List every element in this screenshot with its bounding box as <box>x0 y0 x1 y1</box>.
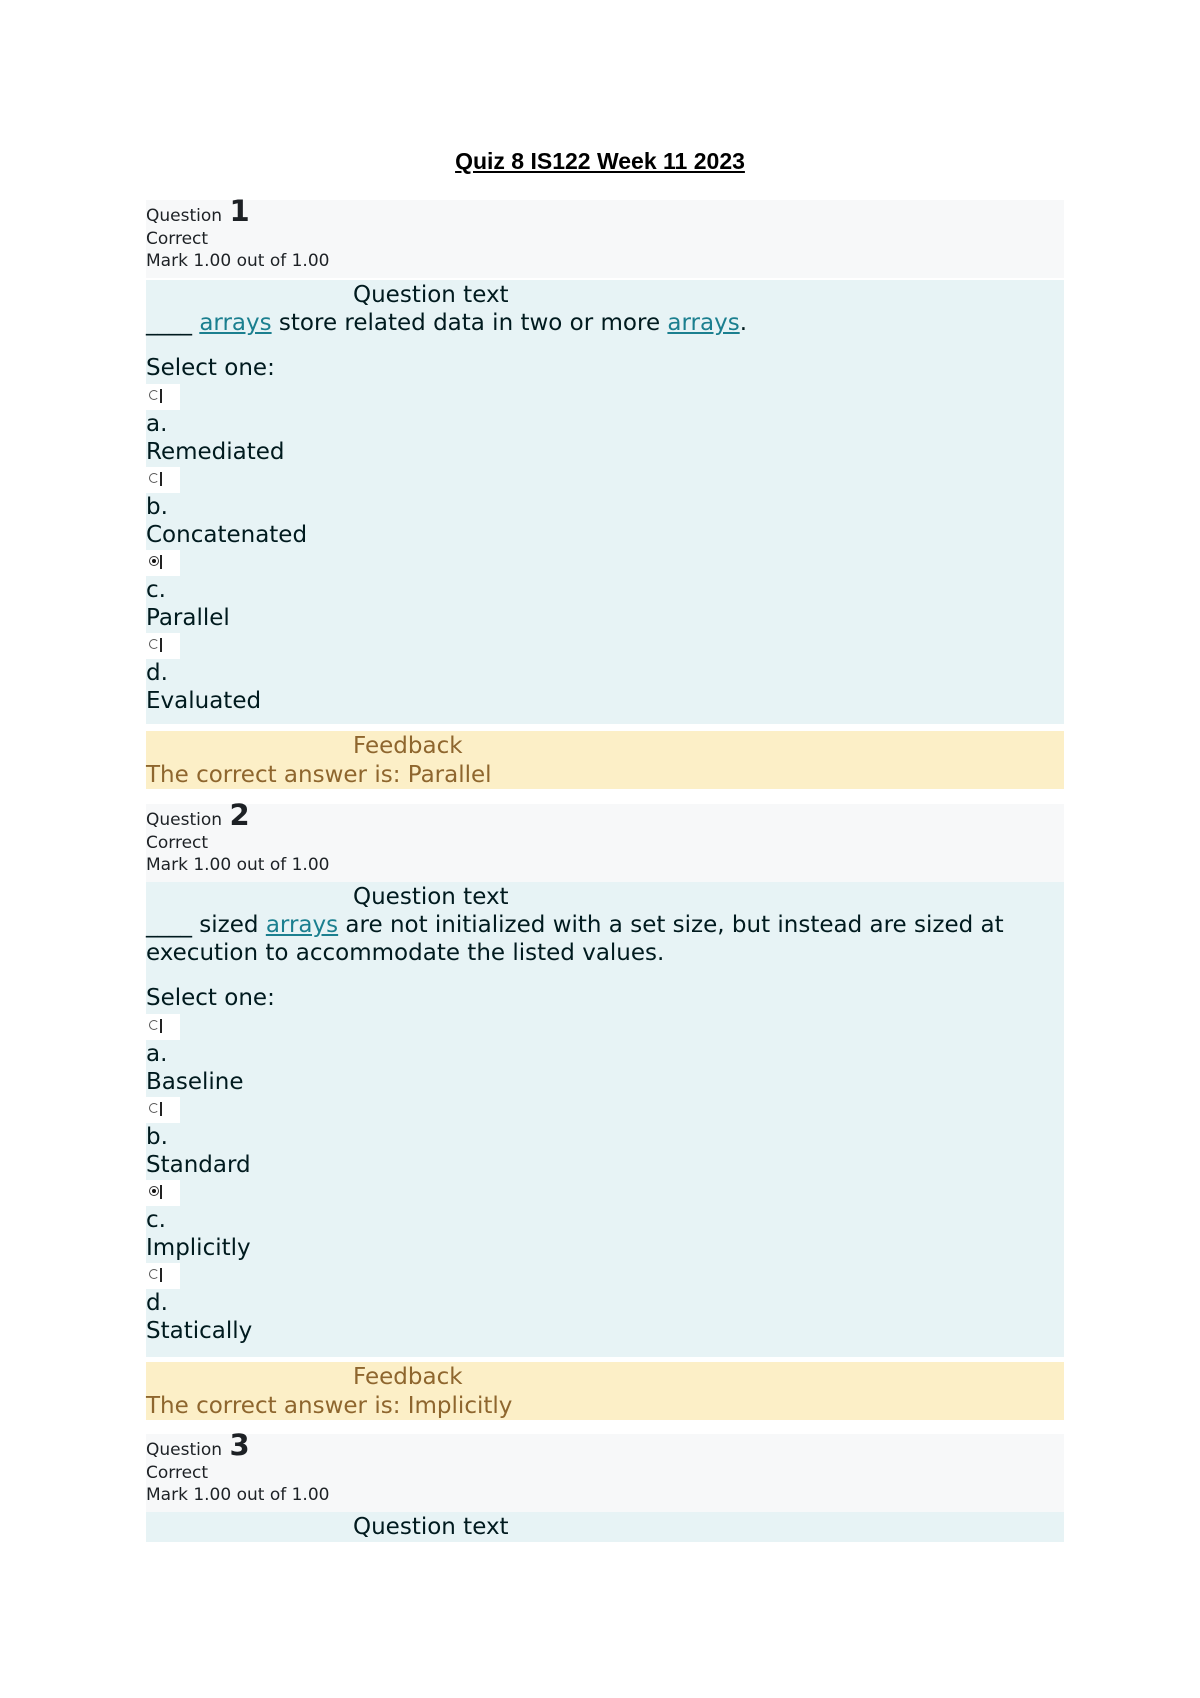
option-b-text[interactable]: Concatenated <box>146 522 308 548</box>
select-one-label: Select one: <box>146 355 275 381</box>
option-b-letter: b. <box>146 494 168 520</box>
question-content <box>146 309 1064 724</box>
option-b-radio[interactable] <box>146 1097 180 1123</box>
feedback-answer: The correct answer is: Implicitly <box>146 1393 513 1419</box>
question-info <box>146 798 1064 882</box>
question-status: Correct <box>146 229 209 249</box>
option-c-radio[interactable] <box>146 550 180 576</box>
question-text: ____ arrays store related data in two or more arrays. <box>146 310 748 336</box>
question-info <box>146 1428 1064 1512</box>
question-status: Correct <box>146 833 209 853</box>
question-text-header: Question text <box>146 1512 1064 1542</box>
option-c-letter: c. <box>146 577 166 603</box>
question-text-header: Question text <box>146 882 1064 912</box>
option-a-radio[interactable] <box>146 384 180 410</box>
question-mark: Mark 1.00 out of 1.00 <box>146 1485 330 1505</box>
option-a-text[interactable]: Remediated <box>146 439 285 465</box>
option-d-letter: d. <box>146 1290 168 1316</box>
option-d-radio[interactable] <box>146 633 180 659</box>
question-info <box>146 194 1064 278</box>
feedback-panel <box>146 731 1064 789</box>
feedback-panel <box>146 1362 1064 1420</box>
question-number: Question 3 <box>146 1428 250 1462</box>
question-text-header: Question text <box>146 280 1064 310</box>
option-c-text[interactable]: Parallel <box>146 605 230 631</box>
option-c-radio[interactable] <box>146 1180 180 1206</box>
option-a-text[interactable]: Baseline <box>146 1069 244 1095</box>
option-d-letter: d. <box>146 660 168 686</box>
option-d-text[interactable]: Evaluated <box>146 688 262 714</box>
feedback-header: Feedback <box>353 1364 463 1390</box>
option-d-text[interactable]: Statically <box>146 1318 253 1344</box>
option-b-radio[interactable] <box>146 467 180 493</box>
feedback-answer: The correct answer is: Parallel <box>146 762 492 788</box>
option-a-letter: a. <box>146 1041 168 1067</box>
option-a-radio[interactable] <box>146 1014 180 1040</box>
question-mark: Mark 1.00 out of 1.00 <box>146 855 330 875</box>
glossary-link[interactable]: arrays <box>667 310 740 336</box>
question-status: Correct <box>146 1463 209 1483</box>
option-c-text[interactable]: Implicitly <box>146 1235 251 1261</box>
question-text: ____ sized arrays are not initialized with a set size, but instead are sized at execution to accommodate the listed values. <box>146 912 1004 966</box>
select-one-label: Select one: <box>146 985 275 1011</box>
feedback-header: Feedback <box>353 733 463 759</box>
question-number: Question 2 <box>146 798 250 832</box>
option-b-text[interactable]: Standard <box>146 1152 251 1178</box>
question-number: Question 1 <box>146 194 250 228</box>
question-mark: Mark 1.00 out of 1.00 <box>146 251 330 271</box>
option-a-letter: a. <box>146 411 168 437</box>
option-b-letter: b. <box>146 1124 168 1150</box>
option-c-letter: c. <box>146 1207 166 1233</box>
option-d-radio[interactable] <box>146 1263 180 1289</box>
page-title: Quiz 8 IS122 Week 11 2023 <box>455 148 745 174</box>
glossary-link[interactable]: arrays <box>265 912 339 938</box>
glossary-link[interactable]: arrays <box>199 310 272 336</box>
question-content <box>146 911 1064 1357</box>
